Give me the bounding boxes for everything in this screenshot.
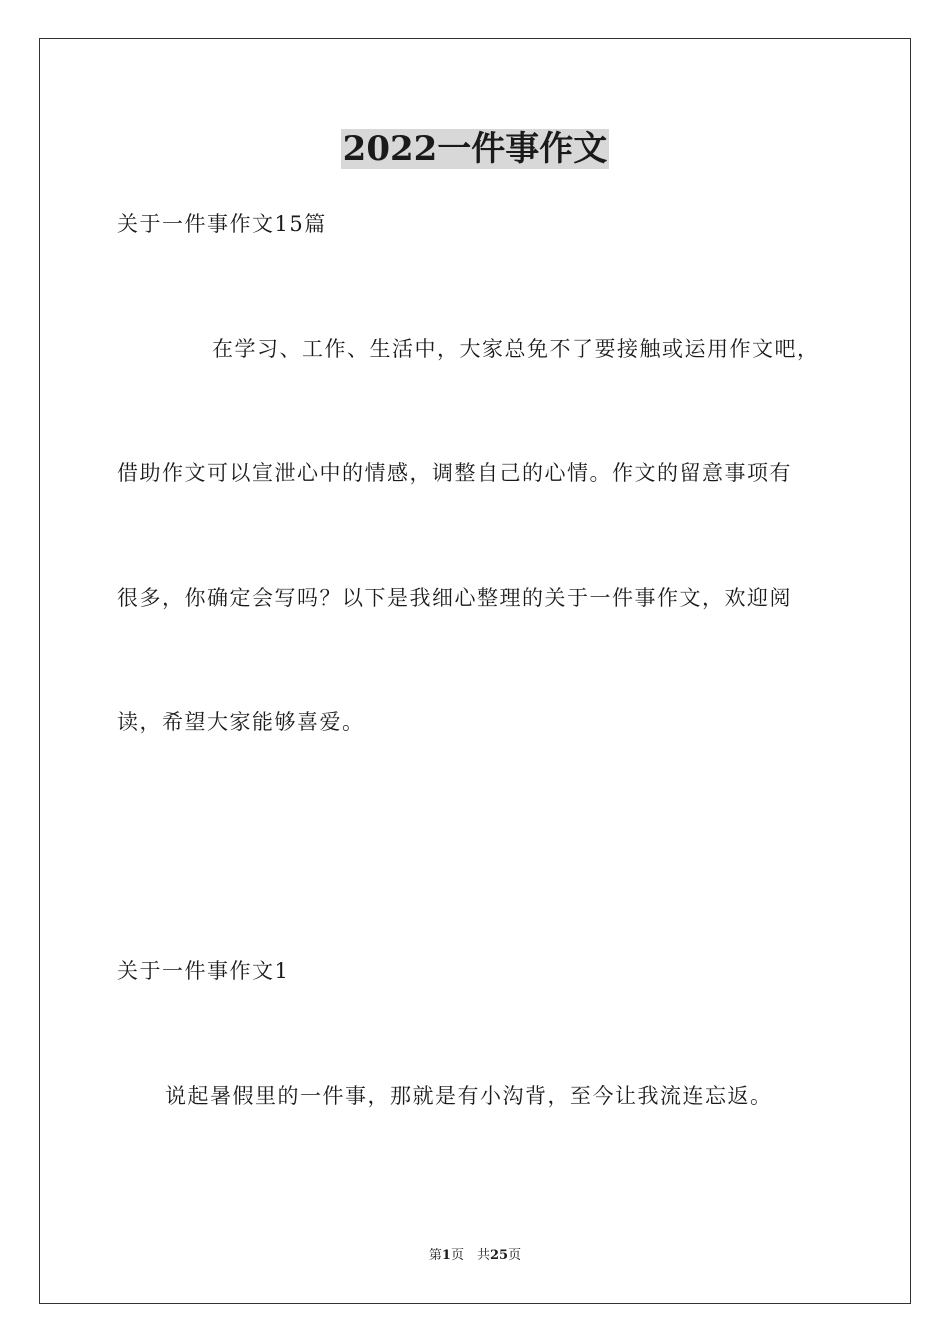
page-footer — [0, 1247, 950, 1265]
footer-page-number: 1 — [441, 1248, 451, 1263]
footer-page-mid: 页 共 — [450, 1248, 490, 1263]
intro-line-2: 借助作文可以宣泄心中的情感，调整自己的心情。作文的留意事项有 — [117, 461, 792, 485]
section-line-1: 说起暑假里的一件事，那就是有小沟背，至今让我流连忘返。 — [165, 1084, 773, 1108]
document-title-text: 2022一件事作文 — [342, 129, 608, 169]
footer-total-pages: 25 — [489, 1248, 509, 1263]
intro-line-1: 在学习、工作、生活中，大家总免不了要接触或运用作文吧， — [212, 337, 820, 361]
footer-page-suffix: 页 — [508, 1248, 522, 1263]
footer-page-prefix: 第 — [428, 1248, 442, 1263]
document-subtitle: 关于一件事作文15篇 — [117, 212, 327, 236]
intro-line-3: 很多，你确定会写吗？以下是我细心整理的关于一件事作文，欢迎阅 — [117, 586, 792, 610]
section-heading: 关于一件事作文1 — [117, 959, 290, 983]
intro-line-4: 读，希望大家能够喜爱。 — [117, 710, 365, 734]
document-title — [0, 126, 950, 172]
